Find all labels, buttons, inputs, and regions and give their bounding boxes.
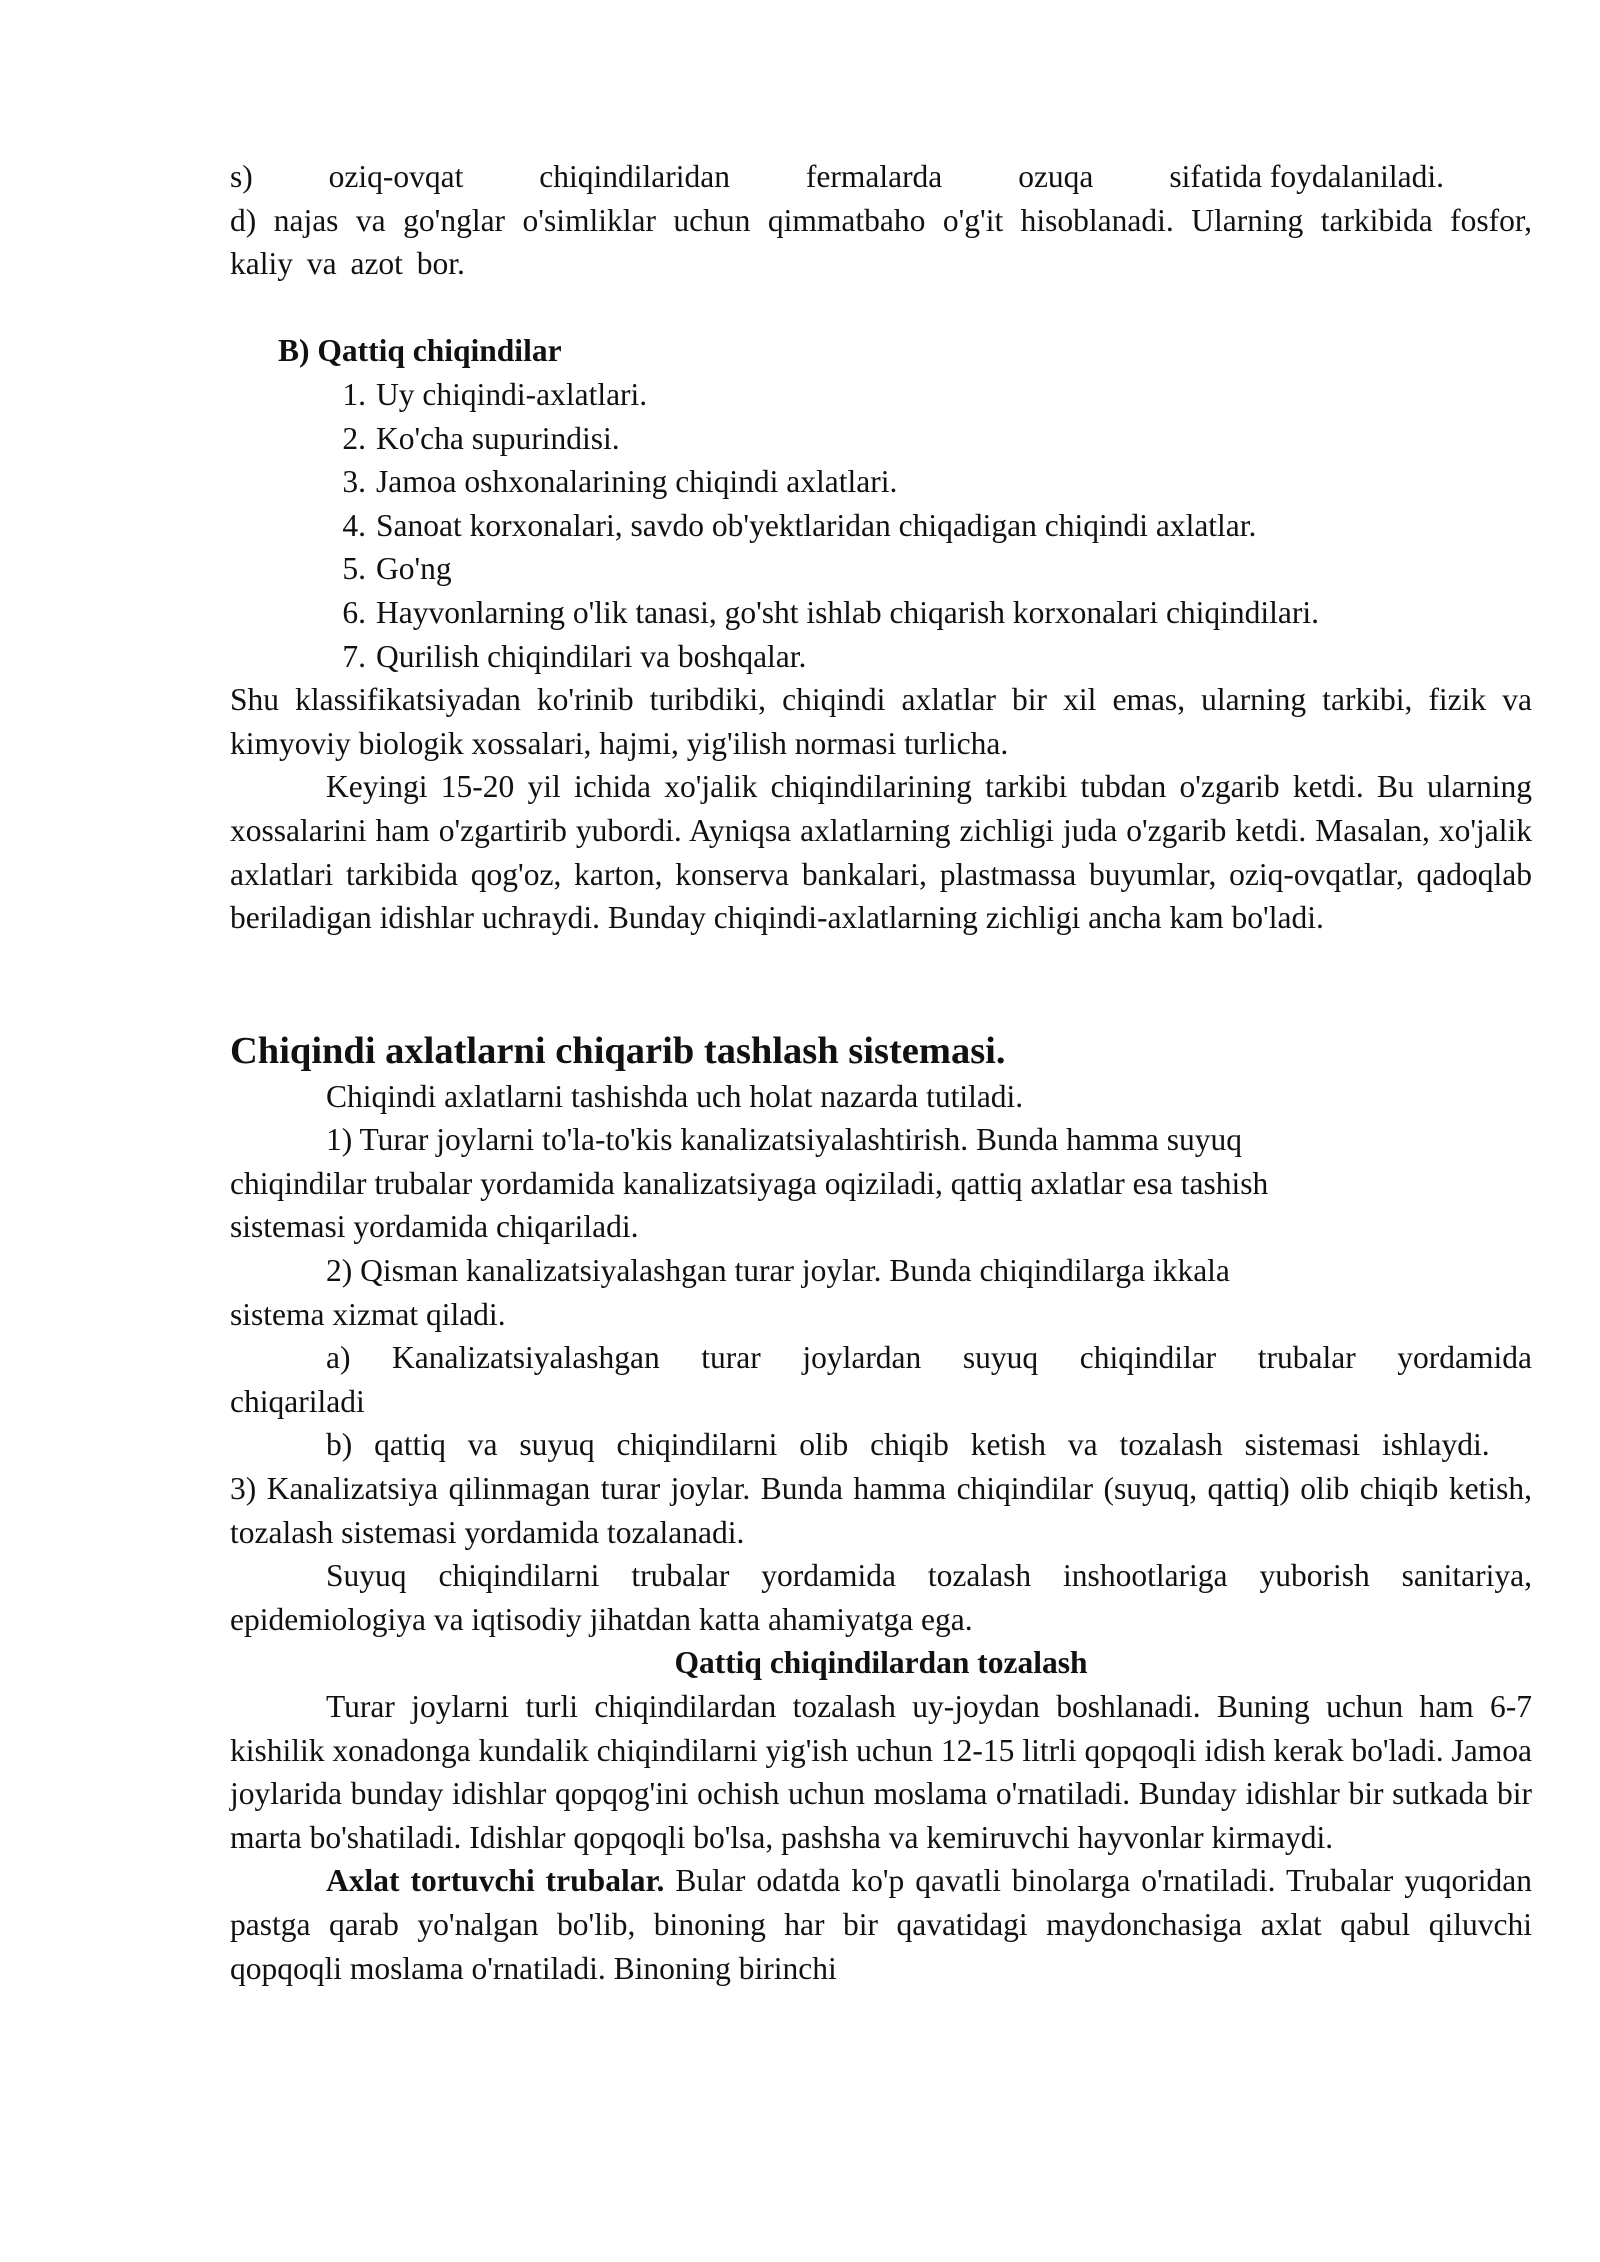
case-2-paragraph <box>230 1249 1532 1336</box>
list-item-number: 5. <box>342 551 366 587</box>
garbage-chute-paragraph <box>230 1859 1532 1990</box>
garbage-chute-text: Bular odatda ko'p qavatli binolarga o'rnatiladi. Trubalar yuqoridan pastga qarab yo'nalgan bo'lib, binoning har bir qavatidagi maydonchasiga axlat qabul qiluvchi qopqoqli moslama o'rnatiladi. Binoning birinchi <box>230 1863 1533 1986</box>
case-1-line: sistemasi yordamida chiqariladi. <box>230 1209 639 1245</box>
list-item <box>230 635 1532 679</box>
item-s-word: sifatida foydalaniladi. <box>1169 159 1444 194</box>
list-item-number: 7. <box>342 638 366 674</box>
solid-waste-list <box>230 373 1532 678</box>
list-item-text: Ko'cha supurindisi. <box>376 420 620 456</box>
item-s-line <box>230 155 1444 199</box>
list-item-text: Hayvonlarning o'lik tanasi, go'sht ishlab chiqarish korxonalari chiqindilari. <box>376 594 1320 630</box>
list-item <box>230 373 1532 417</box>
item-s-word: ozuqa <box>1018 159 1094 194</box>
page-content <box>230 155 1532 1990</box>
list-item-text: Sanoat korxonalari, savdo ob'yektlaridan chiqadigan chiqindi axlatlar. <box>376 507 1257 543</box>
list-item-number: 1. <box>342 376 366 412</box>
case-3-paragraph: 3) Kanalizatsiya qilinmagan turar joylar. Bunda hamma chiqindilar (suyuq, qattiq) olib chiqib ketish, tozalash sistemasi yordamida tozalanadi. <box>230 1471 1532 1550</box>
list-item-number: 4. <box>342 507 366 543</box>
list-item-text: Uy chiqindi-axlatlari. <box>376 376 648 412</box>
case-1-paragraph <box>230 1118 1532 1249</box>
composition-paragraph: Keyingi 15-20 yil ichida xo'jalik chiqindilarining tarkibi tubdan o'zgarib ketdi. Bu ularning xossalarini ham o'zgartirib yubordi. Ayniqsa axlatlarning zichligi juda o'zgarib ketdi. Masalan, xo'jalik axlatlari tarkibida qog'oz, karton, konserva bankalari, plastmassa buyumlar, oziq-ovqatlar, qadoqlab beriladigan idishlar uchraydi. Bunday chiqindi-axlatlarning zichligi ancha kam bo'ladi. <box>230 769 1532 936</box>
list-item <box>230 460 1532 504</box>
case-2b-paragraph: b) qattiq va suyuq chiqindilarni olib chiqib ketish va tozalash sistemasi ishlaydi. <box>326 1427 1490 1463</box>
list-item-text: Jamoa oshxonalarining chiqindi axlatlari. <box>376 464 898 500</box>
solid-cleaning-heading: Qattiq chiqindilardan tozalash <box>674 1645 1088 1681</box>
solid-cleaning-paragraph: Turar joylarni turli chiqindilardan tozalash uy-joydan boshlanadi. Buning uchun ham 6-7 kishilik xonadonga kundalik chiqindilarni yig'ish uchun 12-15 litrli qopqoqli idish kerak bo'ladi. Jamoa joylarida bunday idishlar qopqog'ini ochish uchun moslama o'rnatiladi. Bunday idishlar bir sutkada bir marta bo'shatiladi. Idishlar qopqoqli bo'lsa, pashsha va kemiruvchi hayvonlar kirmaydi. <box>230 1689 1532 1855</box>
list-item <box>230 591 1532 635</box>
garbage-chute-term: Axlat tortuvchi trubalar. <box>326 1863 665 1899</box>
list-item <box>230 417 1532 461</box>
list-item-number: 6. <box>342 594 366 630</box>
list-item-number: 2. <box>342 420 366 456</box>
list-item-text: Go'ng <box>376 551 452 587</box>
list-item <box>230 504 1532 548</box>
list-item <box>230 547 1532 591</box>
item-s-word: chiqindilaridan <box>539 159 730 194</box>
disposal-intro: Chiqindi axlatlarni tashishda uch holat nazarda tutiladi. <box>326 1078 1024 1114</box>
item-d-paragraph: d) najas va go'nglar o'simliklar uchun qimmatbaho o'g'it hisoblanadi. Ularning tarkibida fosfor, kaliy va azot bor. <box>230 202 1532 282</box>
classification-summary: Shu klassifikatsiyadan ko'rinib turibdiki, chiqindi axlatlar bir xil emas, ularning tarkibi, fizik va kimyoviy biologik xossalari, hajmi, yig'ilish normasi turlicha. <box>230 682 1532 761</box>
case-1-line: chiqindilar trubalar yordamida kanalizatsiyaga oqiziladi, qattiq axlatlar esa tashish <box>230 1165 1269 1201</box>
case-1-line: 1) Turar joylarni to'la-to'kis kanalizatsiyalashtirish. Bunda hamma suyuq <box>326 1122 1242 1158</box>
case-2-line: 2) Qisman kanalizatsiyalashgan turar joylar. Bunda chiqindilarga ikkala <box>326 1253 1230 1289</box>
section-title: Chiqindi axlatlarni chiqarib tashlash sistemasi. <box>230 1029 1006 1072</box>
case-2-line: sistema xizmat qiladi. <box>230 1296 506 1332</box>
solid-waste-heading: B) Qattiq chiqindilar <box>278 333 562 369</box>
item-s-word: fermalarda <box>805 159 943 194</box>
case-2a-paragraph: a) Kanalizatsiyalashgan turar joylardan suyuq chiqindilar trubalar yordamida chiqariladi <box>230 1340 1532 1419</box>
item-s-word: oziq-ovqat <box>328 159 464 194</box>
item-s-marker: s) <box>230 159 253 194</box>
list-item-number: 3. <box>342 464 366 500</box>
list-item-text: Qurilish chiqindilari va boshqalar. <box>376 638 807 674</box>
liquid-waste-paragraph: Suyuq chiqindilarni trubalar yordamida tozalash inshootlariga yuborish sanitariya, epidemiologiya va iqtisodiy jihatdan katta ahamiyatga ega. <box>230 1558 1532 1637</box>
